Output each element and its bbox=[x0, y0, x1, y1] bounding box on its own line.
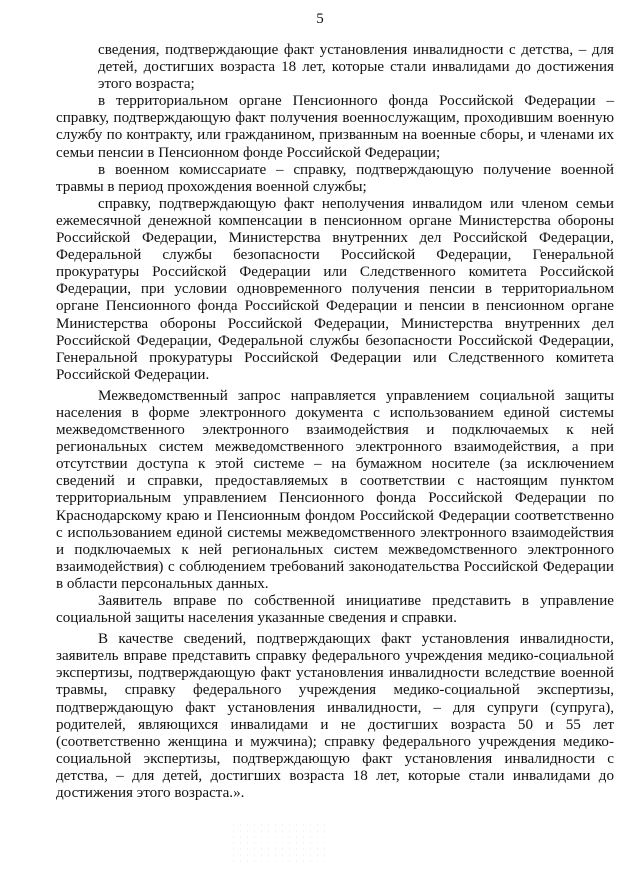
paragraph-interagency-request: Межведомственный запрос направляется управлением социальной защиты населения в форме электронного документа с использованием единой системы межведомственного электронного взаимодействия и подключаемых к ней региональных систем межведомственного электронного взаимодействия, а при отсутствии доступа к этой системе – на бумажном носителе (за исключением сведений и справки, предоставляемых в соответствии с настоящим пунктом территориальным управлением Пенсионного фонда Российской Федерации по Краснодарскому краю и Пенсионным фондом Российской Федерации соответственно с использованием единой системы межведомственного электронного взаимодействия и подключаемых к ней региональных систем межведомственного электронного взаимодействия) с соблюдением требований законодательства Российской Федерации в области персональных данных. bbox=[56, 387, 614, 592]
page-number: 5 bbox=[316, 11, 324, 27]
paragraph-applicant-initiative: Заявитель вправе по собственной инициативе представить в управление социальной защиты населения указанные сведения и справки. bbox=[56, 593, 614, 627]
paragraph-military-commissariat: в военном комиссариате – справку, подтверждающую получение военной травмы в период прохождения военной службы; bbox=[56, 161, 614, 195]
faint-stamp-trace bbox=[230, 822, 330, 862]
paragraph-disability-from-childhood: сведения, подтверждающие факт установления инвалидности с детства, – для детей, достигших возраста 18 лет, которые стали инвалидами до достижения этого возраста; bbox=[98, 42, 614, 93]
paragraph-compensation-non-receipt: справку, подтверждающую факт неполучения инвалидом или членом семьи ежемесячной денежной компенсации в пенсионном органе Министерства обороны Российской Федерации, Министерства внутренних дел Российской Федерации, Федеральной службы безопасности Российской Федерации, Генеральной прокуратуры Российской Федерации или Следственного комитета Российской Федерации, при условии одновременного получения пенсии в территориальном органе Пенсионного фонда Российской Федерации и пенсии в пенсионном органе Министерства обороны Российской Федерации, Министерства внутренних дел Российской Федерации, Федеральной службы безопасности Российской Федерации, Генеральной прокуратуры Российской Федерации или Следственного комитета Российской Федерации. bbox=[56, 195, 614, 383]
paragraph-disability-evidence: В качестве сведений, подтверждающих факт установления инвалидности, заявитель вправе представить справку федерального учреждения медико-социальной экспертизы, подтверждающую факт установления инвалидности вследствие военной травмы, справку федерального учреждения медико-социальной экспертизы, подтверждающую факт установления инвалидности, – для супруги (супруга), родителей, являющихся инвалидами и не достигших возраста 50 и 55 лет (соответственно женщина и мужчина); справку федерального учреждения медико-социальной экспертизы, подтверждающую факт установления инвалидности с детства, – для детей, достигших возраста 18 лет, которые стали инвалидами до достижения этого возраста.». bbox=[56, 631, 614, 802]
document-body bbox=[56, 42, 614, 802]
paragraph-pension-fund-certificate: в территориальном органе Пенсионного фонда Российской Федерации – справку, подтверждающую факт получения военнослужащим, проходившим военную службу по контракту, или гражданином, призванным на военные сборы, и членами их семьи пенсии в Пенсионном фонде Российской Федерации; bbox=[56, 93, 614, 161]
